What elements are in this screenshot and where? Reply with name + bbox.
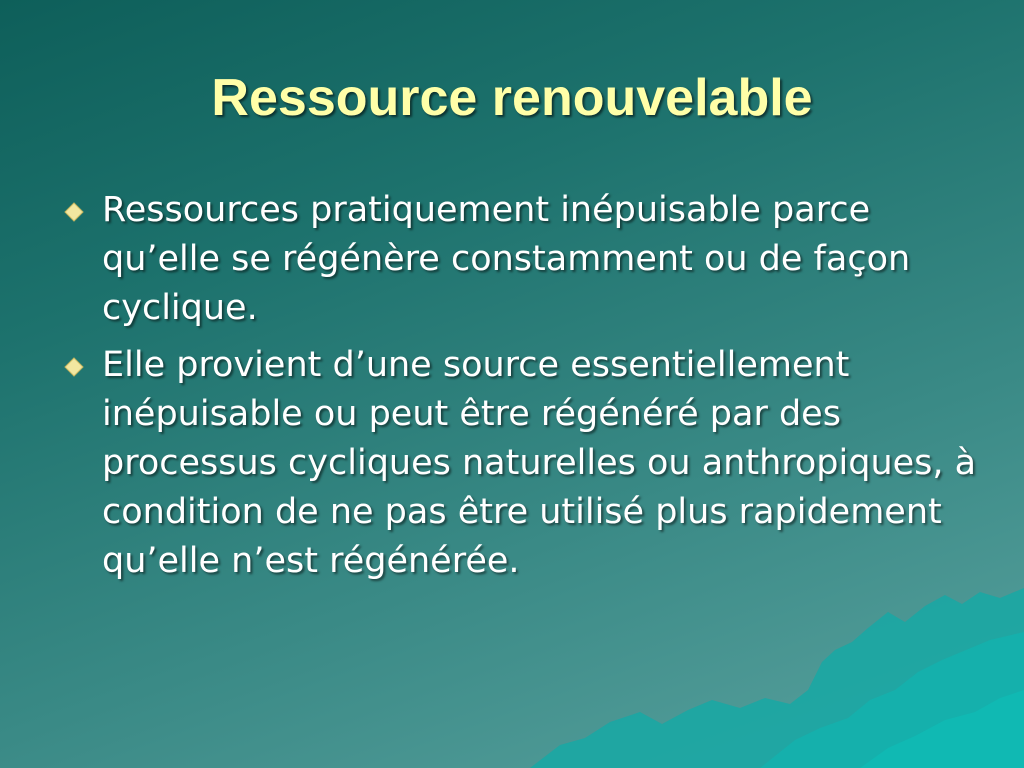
bullet-item [62, 186, 982, 333]
bullet-text: Ressources pratiquement inépuisable parce qu’elle se régénère constamment ou de façon cyclique. [102, 190, 911, 328]
diamond-bullet-icon [64, 357, 84, 377]
slide-title: Ressource renouvelable [211, 69, 813, 127]
diamond-bullet-icon [64, 202, 84, 222]
bullet-text: Elle provient d’une source essentiellement inépuisable ou peut être régénéré par des processus cycliques naturelles ou anthropiques, à condition de ne pas être utilisé plus rapidement qu’elle n’est régénérée. [102, 345, 977, 581]
bullet-item [62, 341, 982, 586]
bullet-list [62, 186, 982, 594]
